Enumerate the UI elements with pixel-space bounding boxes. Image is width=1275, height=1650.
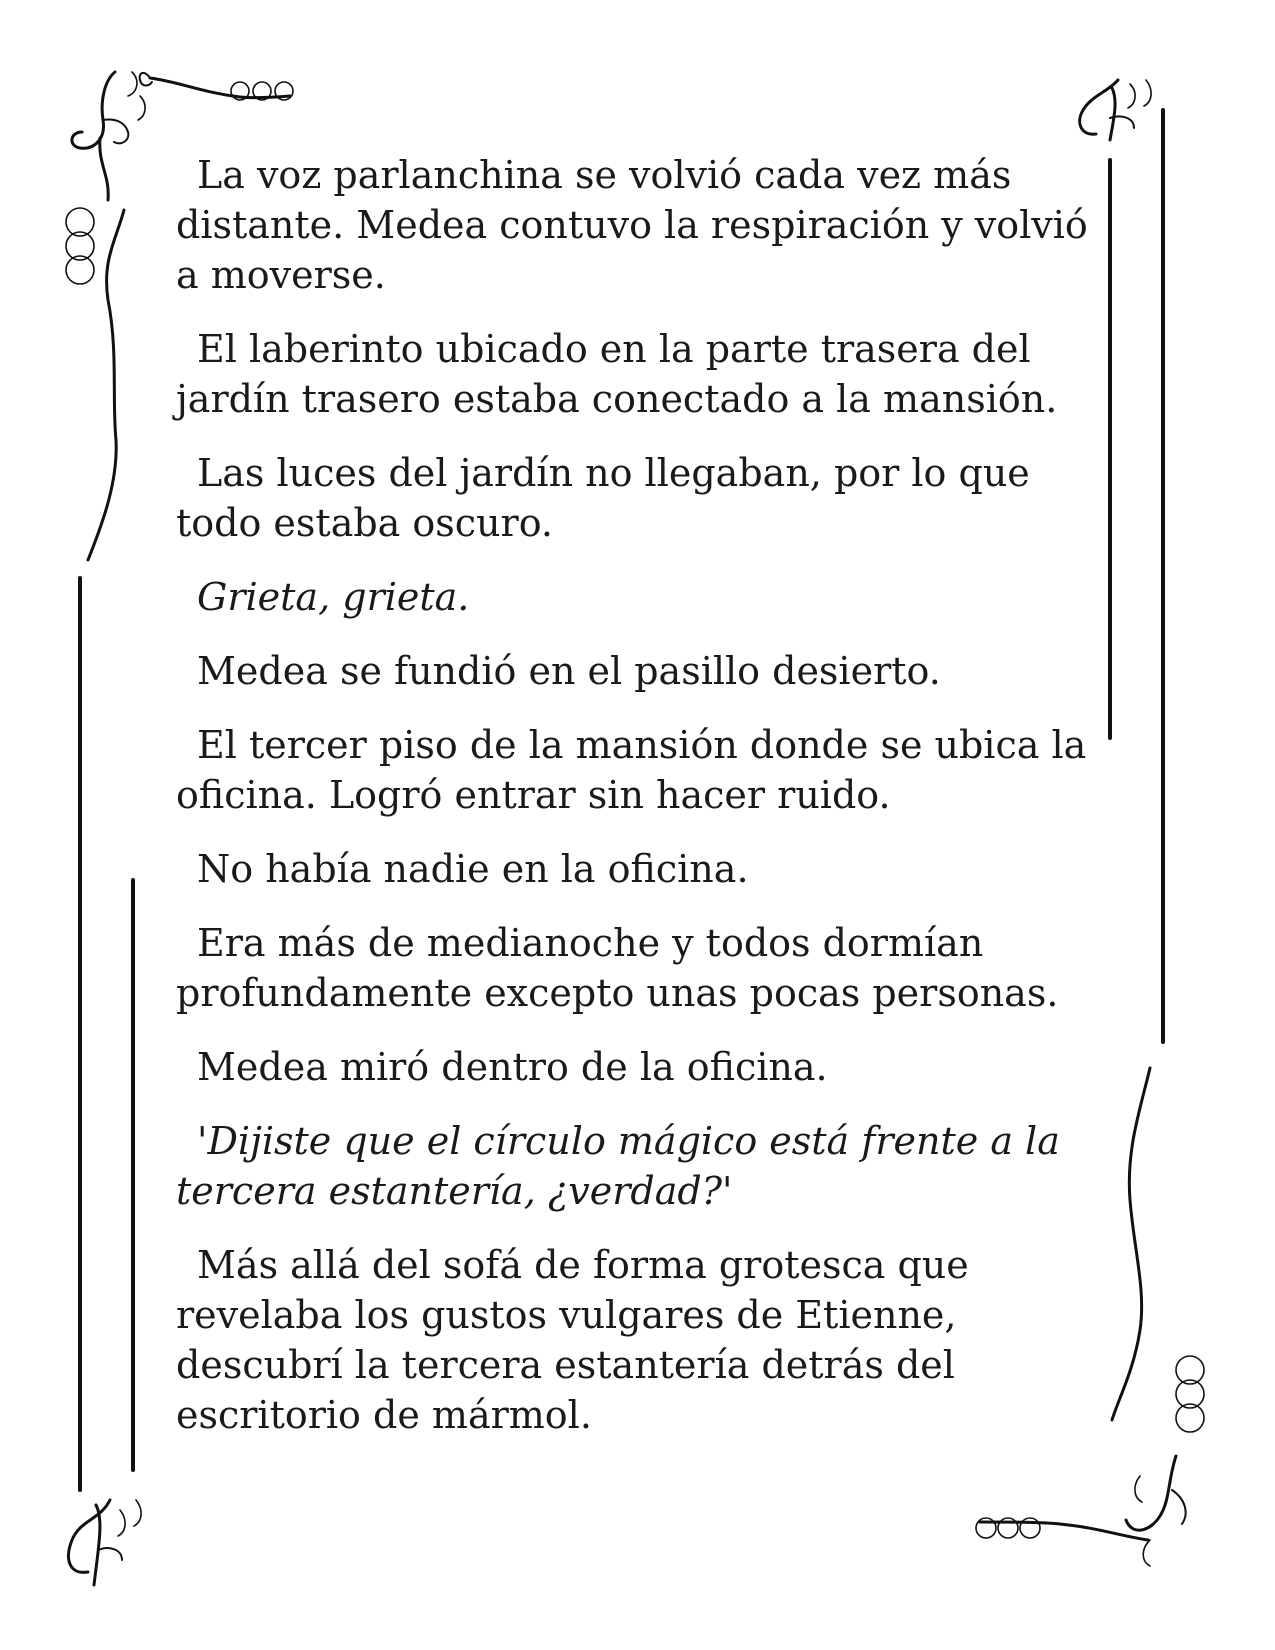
paragraph: No había nadie en la oficina.	[197, 847, 749, 891]
paragraph: Era más de medianoche y todos dormían profundamente excepto unas pocas personas.	[176, 921, 1059, 1015]
paragraph: Medea miró dentro de la oficina.	[197, 1045, 828, 1089]
top-right-flourish	[1080, 80, 1151, 140]
paragraph: El tercer piso de la mansión donde se ubica la oficina. Logró entrar sin hacer ruido.	[176, 723, 1087, 817]
paragraph: El laberinto ubicado en la parte trasera del jardín trasero estaba conectado a la mansión.	[176, 327, 1058, 421]
paragraph: Medea se fundió en el pasillo desierto.	[197, 649, 941, 693]
italic-paragraph: Grieta, grieta.	[197, 575, 470, 619]
story-text	[176, 150, 1096, 1464]
bottom-left-flourish	[69, 1500, 142, 1585]
paragraph: Más allá del sofá de forma grotesca que revelaba los gustos vulgares de Etienne, descubrí la tercera estantería detrás del escritorio de mármol.	[176, 1243, 969, 1437]
paragraph: La voz parlanchina se volvió cada vez más distante. Medea contuvo la respiración y volvió a moverse.	[176, 153, 1088, 297]
italic-paragraph: 'Dijiste que el círculo mágico está frente a la tercera estantería, ¿verdad?'	[176, 1119, 1060, 1213]
paragraph: Las luces del jardín no llegaban, por lo que todo estaba oscuro.	[176, 451, 1030, 545]
